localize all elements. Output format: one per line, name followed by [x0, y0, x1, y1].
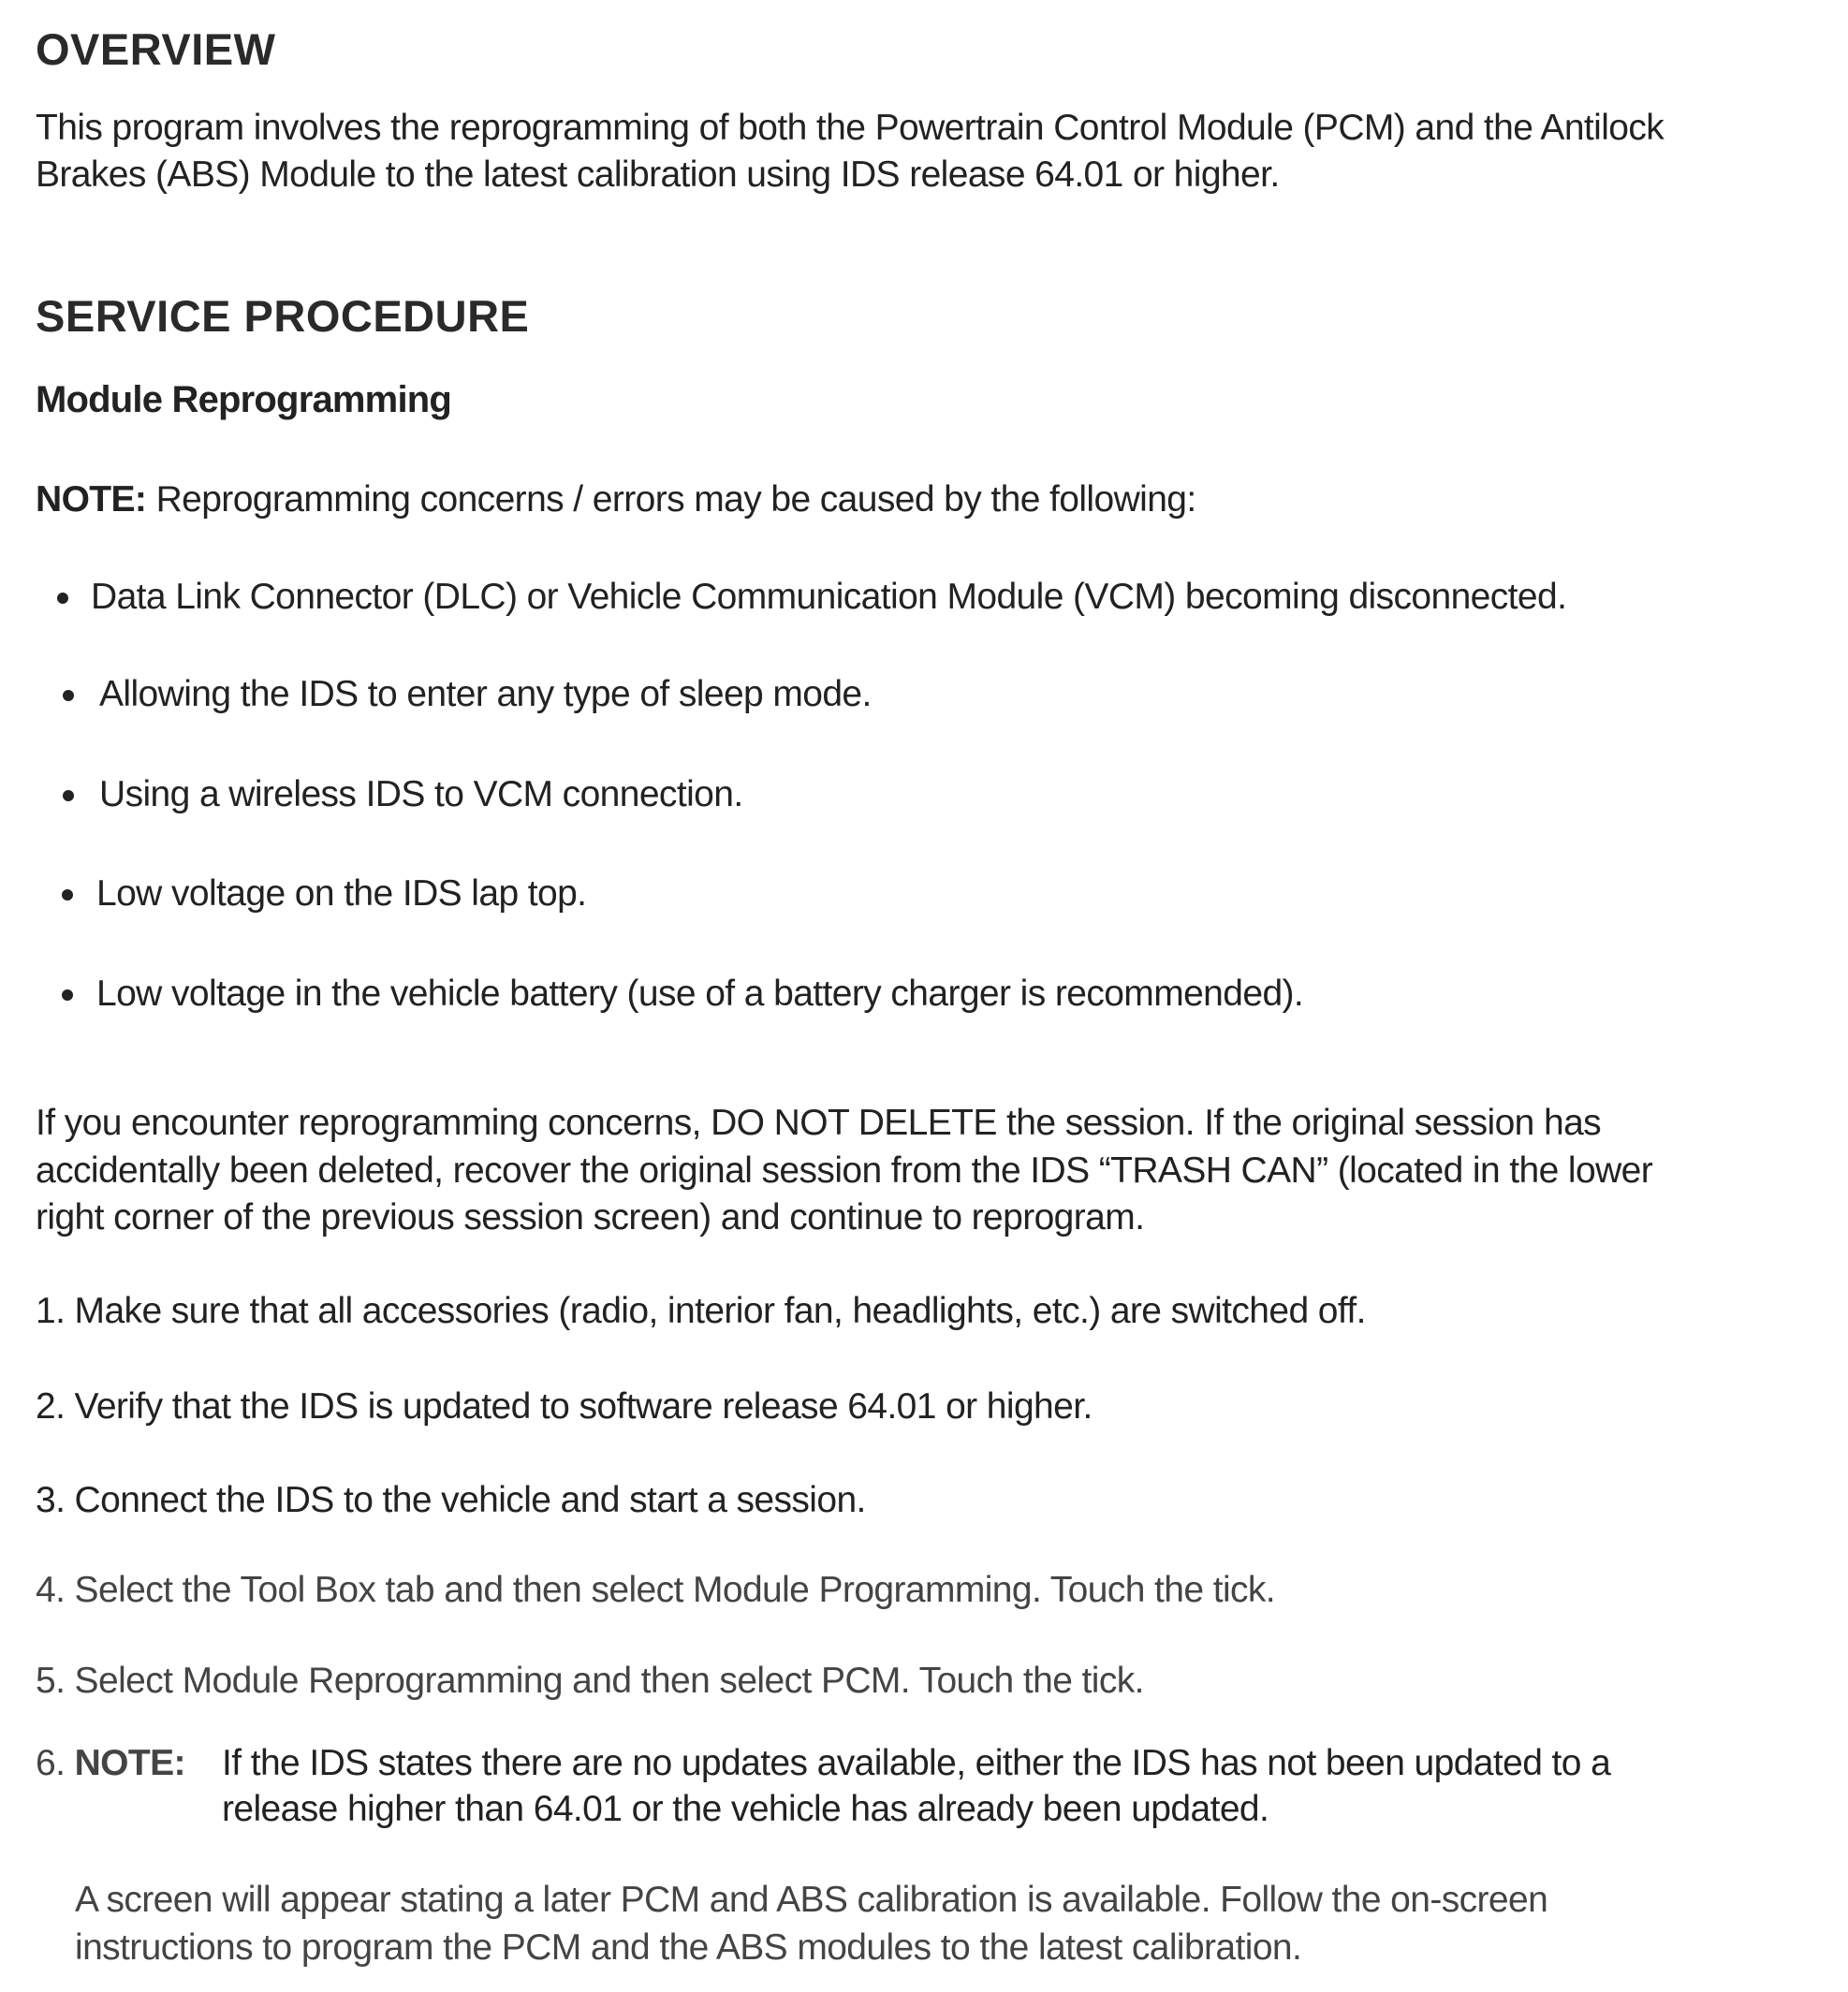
bullet-icon — [63, 690, 74, 701]
step-2: 2. Verify that the IDS is updated to software release 64.01 or higher. — [36, 1386, 1093, 1427]
step-6-number: 6. — [36, 1743, 75, 1783]
bullet-icon — [62, 889, 73, 901]
overview-line: This program involves the reprogramming of both the Powertrain Control Module (PCM) and the Antilock — [36, 108, 1665, 148]
step-5: 5. Select Module Reprogramming and then select PCM. Touch the tick. — [36, 1661, 1144, 1701]
final-line: A screen will appear stating a later PCM and ABS calibration is available. Follow the on-screen — [75, 1880, 1548, 1920]
step-6-line: release higher than 64.01 or the vehicle has already been updated. — [222, 1789, 1269, 1829]
paragraph-line: If you encounter reprogramming concerns, DO NOT DELETE the session. If the original session has — [36, 1103, 1602, 1143]
step-3: 3. Connect the IDS to the vehicle and start a session. — [36, 1480, 866, 1520]
step-6-note-label: NOTE: — [74, 1743, 185, 1783]
overview-line: Brakes (ABS) Module to the latest calibration using IDS release 64.01 or higher. — [36, 154, 1280, 195]
bullet-item: Data Link Connector (DLC) or Vehicle Communication Module (VCM) becoming disconnected. — [91, 577, 1567, 617]
final-line: instructions to program the PCM and the ABS modules to the latest calibration. — [75, 1927, 1302, 1968]
step-1: 1. Make sure that all accessories (radio, interior fan, headlights, etc.) are switched off. — [36, 1291, 1366, 1331]
step-4: 4. Select the Tool Box tab and then select Module Programming. Touch the tick. — [36, 1570, 1276, 1610]
overview-heading: OVERVIEW — [36, 24, 276, 74]
bullet-item: Allowing the IDS to enter any type of sleep mode. — [99, 674, 872, 714]
step-6 — [36, 1740, 185, 1787]
bullet-item: Low voltage in the vehicle battery (use of a battery charger is recommended). — [96, 974, 1304, 1014]
bullet-icon — [57, 593, 68, 604]
module-reprogramming-subheading: Module Reprogramming — [36, 379, 452, 420]
step-6-line: If the IDS states there are no updates available, either the IDS has not been updated to a — [222, 1743, 1611, 1783]
bullet-item: Using a wireless IDS to VCM connection. — [99, 774, 743, 814]
note-label: NOTE: — [36, 479, 147, 520]
bullet-icon — [63, 790, 74, 801]
service-procedure-heading: SERVICE PROCEDURE — [36, 291, 530, 341]
paragraph-line: accidentally been deleted, recover the original session from the IDS “TRASH CAN” (located in the lower — [36, 1150, 1653, 1191]
note-text: Reprogramming concerns / errors may be caused by the following: — [146, 479, 1196, 520]
bullet-icon — [62, 989, 73, 1001]
bullet-item: Low voltage on the IDS lap top. — [96, 873, 587, 914]
note-line — [36, 476, 1196, 523]
paragraph-line: right corner of the previous session screen) and continue to reprogram. — [36, 1197, 1145, 1238]
